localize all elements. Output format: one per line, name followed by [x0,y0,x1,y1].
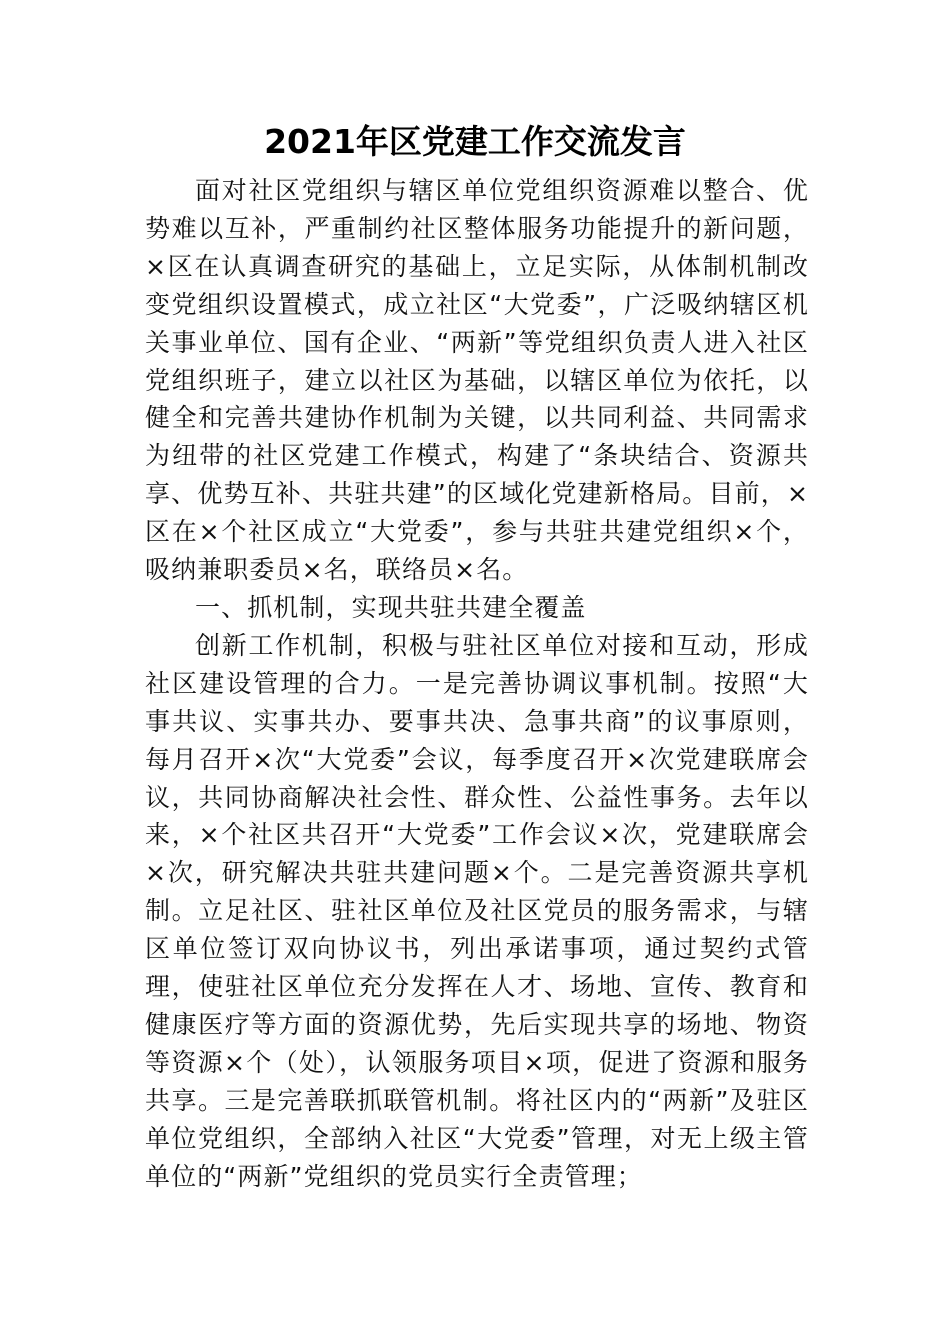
section-heading: 一、抓机制，实现共驻共建全覆盖 [195,592,587,622]
document-body [145,172,809,1195]
paragraph-mechanism: 创新工作机制，积极与驻社区单位对接和互动，形成社区建设管理的合力。一是完善协调议事机制。按照“大事共议、实事共办、要事共决、急事共商”的议事原则，每月召开×次“大党委”会议，每季度召开×次党建联席会议，共同协商解决社会性、群众性、公益性事务。去年以来，×个社区共召开“大党委”工作会议×次，党建联席会×次，研究解决共驻共建问题×个。二是完善资源共享机制。立足社区、驻社区单位及社区党员的服务需求，与辖区单位签订双向协议书，列出承诺事项，通过契约式管理，使驻社区单位充分发挥在人才、场地、宣传、教育和健康医疗等方面的资源优势，先后实现共享的场地、物资等资源×个（处），认领服务项目×项，促进了资源和服务共享。三是完善联抓联管机制。将社区内的“两新”及驻区单位党组织，全部纳入社区“大党委”管理，对无上级主管单位的“两新”党组织的党员实行全责管理； [145,630,809,1191]
paragraph-intro: 面对社区党组织与辖区单位党组织资源难以整合、优势难以互补，严重制约社区整体服务功能提升的新问题，×区在认真调查研究的基础上，立足实际，从体制机制改变党组织设置模式，成立社区“大党委”，广泛吸纳辖区机关事业单位、国有企业、“两新”等党组织负责人进入社区党组织班子，建立以社区为基础，以辖区单位为依托，以健全和完善共建协作机制为关键，以共同利益、共同需求为纽带的社区党建工作模式，构建了“条块结合、资源共享、优势互补、共驻共建”的区域化党建新格局。目前，×区在×个社区成立“大党委”，参与共驻共建党组织×个，吸纳兼职委员×名，联络员×名。 [145,176,809,585]
document-title: 2021年区党建工作交流发言 [264,122,686,161]
